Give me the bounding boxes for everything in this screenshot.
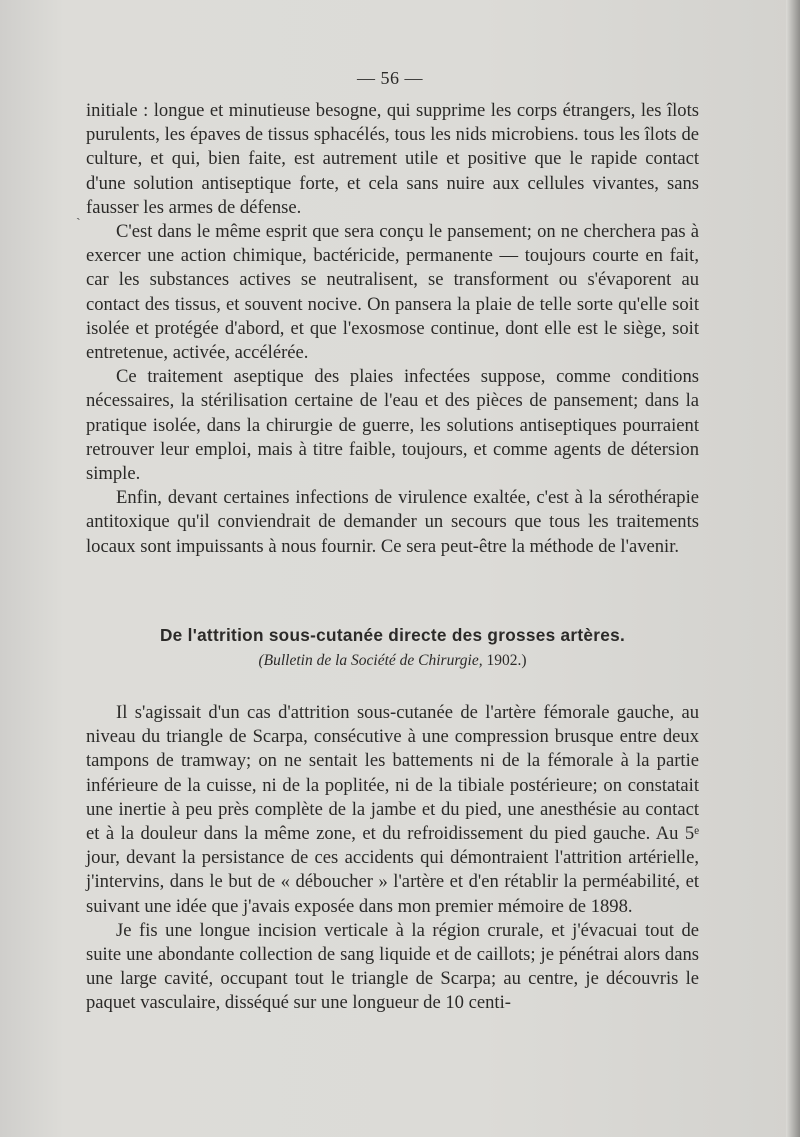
text-block-bottom [86,701,699,1016]
paragraph: Ce traitement aseptique des plaies infectées suppose, comme conditions nécessaires, la stérilisation certaine de l'eau et des pièces de pansement; dans la pratique isolée, dans la chirurgie de guerre, les solutions antiseptiques pourraient retrouver leur emploi, mais à titre faible, toujours, et comme agents de détersion simple. [86,366,699,485]
section-title: De l'attrition sous-cutanée directe des grosses artères. [159,625,626,645]
paragraph: initiale : longue et minutieuse besogne, qui supprime les corps étrangers, les îlots purulents, les épaves de tissus sphacélés, tous les nids microbiens. tous les îlots de culture, et qui, bien faite, est autrement utile et positive que le rapide contact d'une solution antiseptique forte, et cela sans nuire aux cellules vivantes, sans fausser les armes de défense. [86,100,699,218]
citation-source: (Bulletin de la Société de Chirurgie, [258,652,483,669]
citation-year: 1902.) [486,652,527,669]
paragraph: C'est dans le même esprit que sera conçu le pansement; on ne cherchera pas à exercer une action chimique, bactéricide, permanente — toujours courte en fait, car les substances actives se neutralisent, se transforment ou s'évaporent au contact des tissus, et souvent nocive. On pansera la plaie de telle sorte qu'elle soit isolée et protégée d'abord, et que l'exosmose continue, dont elle est le siège, soit entretenue, activée, accélérée. [86,221,699,364]
paragraph: Je fis une longue incision verticale à la région crurale, et j'évacuai tout de suite une abondante collection de sang liquide et de caillots; je pénétrai alors dans une large cavité, occupant tout le triangle de Scarpa; au centre, je découvris le paquet vasculaire, disséqué sur une longueur de 10 centi- [86,919,699,1014]
text-block-top [86,99,699,559]
paragraph: Enfin, devant certaines infections de virulence exaltée, c'est à la sérothérapie antitoxique qu'il conviendrait de demander un secours que tous les traitements locaux sont impuissants à nous fournir. Ce sera peut-être la méthode de l'avenir. [86,487,699,557]
page-edge-shadow [786,0,800,1137]
citation [86,652,699,670]
margin-mark: ˎ [76,206,81,221]
paragraph: Il s'agissait d'un cas d'attrition sous-cutanée de l'artère fémorale gauche, au niveau du triangle de Scarpa, consécutive à une compression brusque entre deux tampons de tramway; on ne sentait les battements ni de la fémorale à la partie inférieure de la cuisse, ni de la poplitée, ni de la tibiale postérieure; on constatait une inertie à peu près complète de la jambe et du pied, une anesthésie au contact et à la douleur dans la même zone, et du refroidissement du pied gauche. Au 5ᵉ jour, devant la persistance de ces accidents qui démontraient l'attrition artérielle, j'intervins, dans le but de « déboucher » l'artère et d'en rétablir la perméabilité, et suivant une idée que j'avais exposée dans mon premier mémoire de 1898. [86,702,699,917]
page-number: — 56 — [357,68,423,88]
